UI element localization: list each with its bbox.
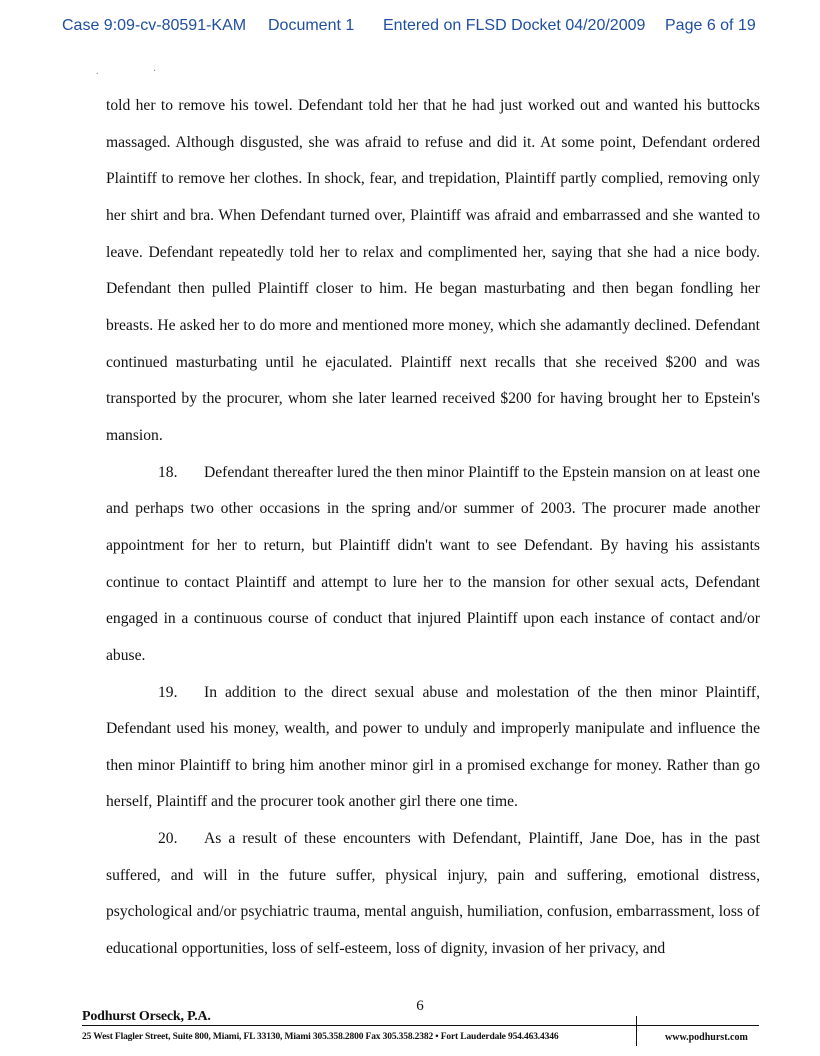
- firm-address: 25 West Flagler Street, Suite 800, Miami, FL 33130, Miami 305.358.2800 Fax 305.358.2382 • Fort Lauderdale 954.463.4346: [82, 1032, 559, 1042]
- firm-name: Podhurst Orseck, P.A.: [82, 1009, 211, 1024]
- document-number: Document 1: [268, 17, 355, 34]
- paragraph-19: [106, 675, 760, 822]
- paragraph-number: 18.: [158, 463, 178, 481]
- document-body: [106, 88, 760, 968]
- continuation-paragraph: told her to remove his towel. Defendant told her that he had just worked out and wanted his buttocks massaged. Although disgusted, she was afraid to refuse and did it. At some point, Defendant ordered Plaintiff to remove her clothes. In shock, fear, and trepidation, Plaintiff partly complied, removing only her shirt and bra. When Defendant turned over, Plaintiff was afraid and embarrassed and she wanted to leave. Defendant repeatedly told her to relax and complimented her, saying that she had a nice body. Defendant then pulled Plaintiff closer to him. He began masturbating and then began fondling her breasts. He asked her to do more and mentioned more money, which she adamantly declined. Defendant continued masturbating until he ejaculated. Plaintiff next recalls that she received $200 and was transported by the procurer, whom she later learned received $200 for having brought her to Epstein's mansion.: [106, 97, 760, 444]
- page-indicator: Page 6 of 19: [665, 17, 756, 34]
- paragraph-text: In addition to the direct sexual abuse and molestation of the then minor Plaintiff, Defendant used his money, wealth, and power to unduly and improperly manipulate and influence the then minor Plaintiff to bring him another minor girl in a promised exchange for money. Rather than go herself, Plaintiff and the procurer took another girl there one time.: [106, 683, 760, 811]
- firm-website: www.podhurst.com: [665, 1032, 748, 1043]
- paragraph-number: 19.: [158, 683, 178, 701]
- footer-vertical-divider: [636, 1016, 637, 1046]
- docket-header: [0, 17, 820, 39]
- scan-marks: . ·: [96, 66, 183, 77]
- paragraph-text: As a result of these encounters with Defendant, Plaintiff, Jane Doe, has in the past suffered, and will in the future suffer, physical injury, pain and suffering, emotional distress, psychological and/or psychiatric trauma, mental anguish, humiliation, confusion, embarrassment, loss of educational opportunities, loss of self-esteem, loss of dignity, invasion of her privacy, and: [106, 830, 760, 958]
- footer-divider: [82, 1025, 759, 1026]
- paragraph-20: [106, 821, 760, 968]
- paragraph-text: Defendant thereafter lured the then minor Plaintiff to the Epstein mansion on at least one and perhaps two other occasions in the spring and/or summer of 2003. The procurer made another appointment for her to return, but Plaintiff didn't want to see Defendant. By having his assistants continue to contact Plaintiff and attempt to lure her to the mansion for other sexual acts, Defendant engaged in a continuous course of conduct that injured Plaintiff upon each instance of contact and/or abuse.: [106, 463, 760, 664]
- case-number: Case 9:09-cv-80591-KAM: [62, 17, 247, 34]
- paragraph-number: 20.: [158, 830, 178, 848]
- docket-entry: Entered on FLSD Docket 04/20/2009: [383, 17, 646, 34]
- paragraph-18: [106, 455, 760, 675]
- page-number: 6: [416, 998, 424, 1014]
